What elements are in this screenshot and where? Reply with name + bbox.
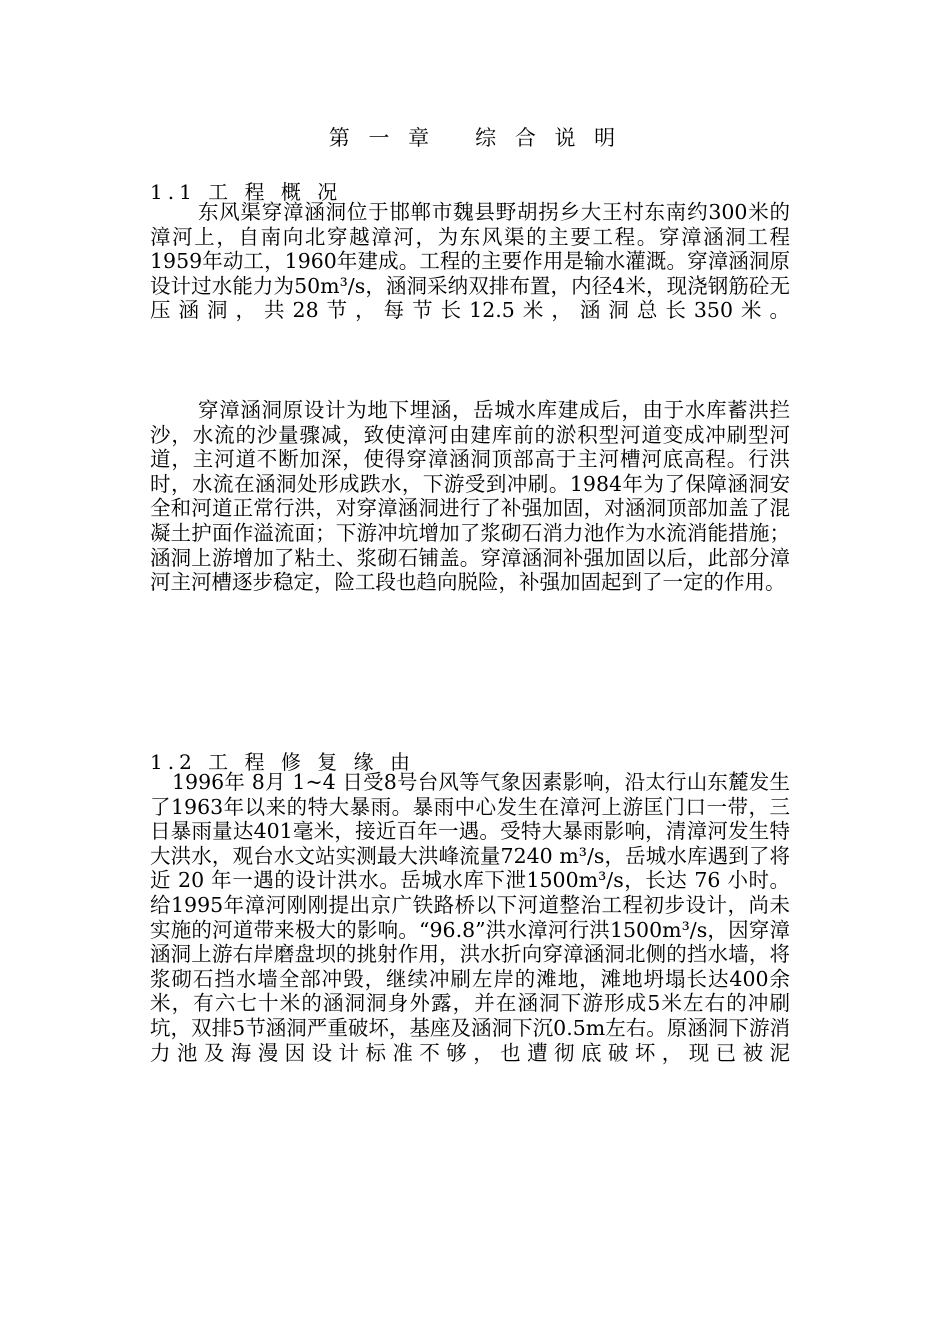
paragraph-overview-2: 穿漳涵洞原设计为地下埋涵，岳城水库建成后，由于水库蓄洪拦沙，水流的沙量骤减，致使漳河由建库前的淤积型河道变成冲刷型河道，主河道不断加深，使得穿漳涵洞顶部高于主河槽河底高程。行洪时，水流在涵洞处形成跌水，下游受到冲刷。1984年为了保障涵洞安全和河道正常行洪，对穿漳涵洞进行了补强加固，对涵洞顶部加盖了混凝土护面作溢流面；下游冲坑增加了浆砌石消力池作为水流消能措施；涵洞上游增加了粘土、浆砌石铺盖。穿漳涵洞补强加固以后，此部分漳河主河槽逐步稳定，险工段也趋向脱险，补强加固起到了一定的作用。	[150, 398, 790, 595]
chapter-title	[0, 122, 950, 152]
section-heading-1-1: 1.1 工 程 概 况	[150, 180, 343, 204]
paragraph-repair-reason: 1996年 8月 1~4 日受8号台风等气象因素影响，沿太行山东麓发生了1963年以来的特大暴雨。暴雨中心发生在漳河上游匡门口一带，三日暴雨量达401毫米，接近百年一遇。受特大暴雨影响，清漳河发生特大洪水，观台水文站实测最大洪峰流量7240 m³/s，岳城水库遇到了将近 20 年一遇的设计洪水。岳城水库下泄1500m³/s，长达 76 小时。给1995年漳河刚刚提出京广铁路桥以下河道整治工程初步设计，尚未实施的河道带来极大的影响。“96.8”洪水漳河行洪1500m³/s，因穿漳涵洞上游右岸磨盘坝的挑射作用，洪水折向穿漳涵洞北侧的挡水墙，将浆砌石挡水墙全部冲毁，继续冲刷左岸的滩地，滩地坍塌长达400余米，有六七十米的涵洞洞身外露，并在涵洞下游形成5米左右的冲刷坑，双排5节涵洞严重破坏，基座及涵洞下沉0.5m左右。原涵洞下游消力池及海漫因设计标准不够，也遭彻底破坏，现已被泥	[150, 770, 790, 1065]
paragraph-overview-1: 东风渠穿漳涵洞位于邯郸市魏县野胡拐乡大王村东南约300米的漳河上，自南向北穿越漳河，为东风渠的主要工程。穿漳涵洞工程1959年动工，1960年建成。工程的主要作用是输水灌溉。穿漳涵洞原设计过水能力为50m³/s，涵洞采纳双排布置，内径4米，现浇钢筋砼无压涵洞，共28节，每节长12.5米，涵洞总长350米。	[150, 200, 790, 323]
section-heading-1-2: 1.2 工 程 修 复 缘 由	[150, 750, 415, 774]
chapter-name: 综 合 说 明	[475, 126, 622, 150]
chapter-number: 第 一 章	[328, 126, 436, 150]
